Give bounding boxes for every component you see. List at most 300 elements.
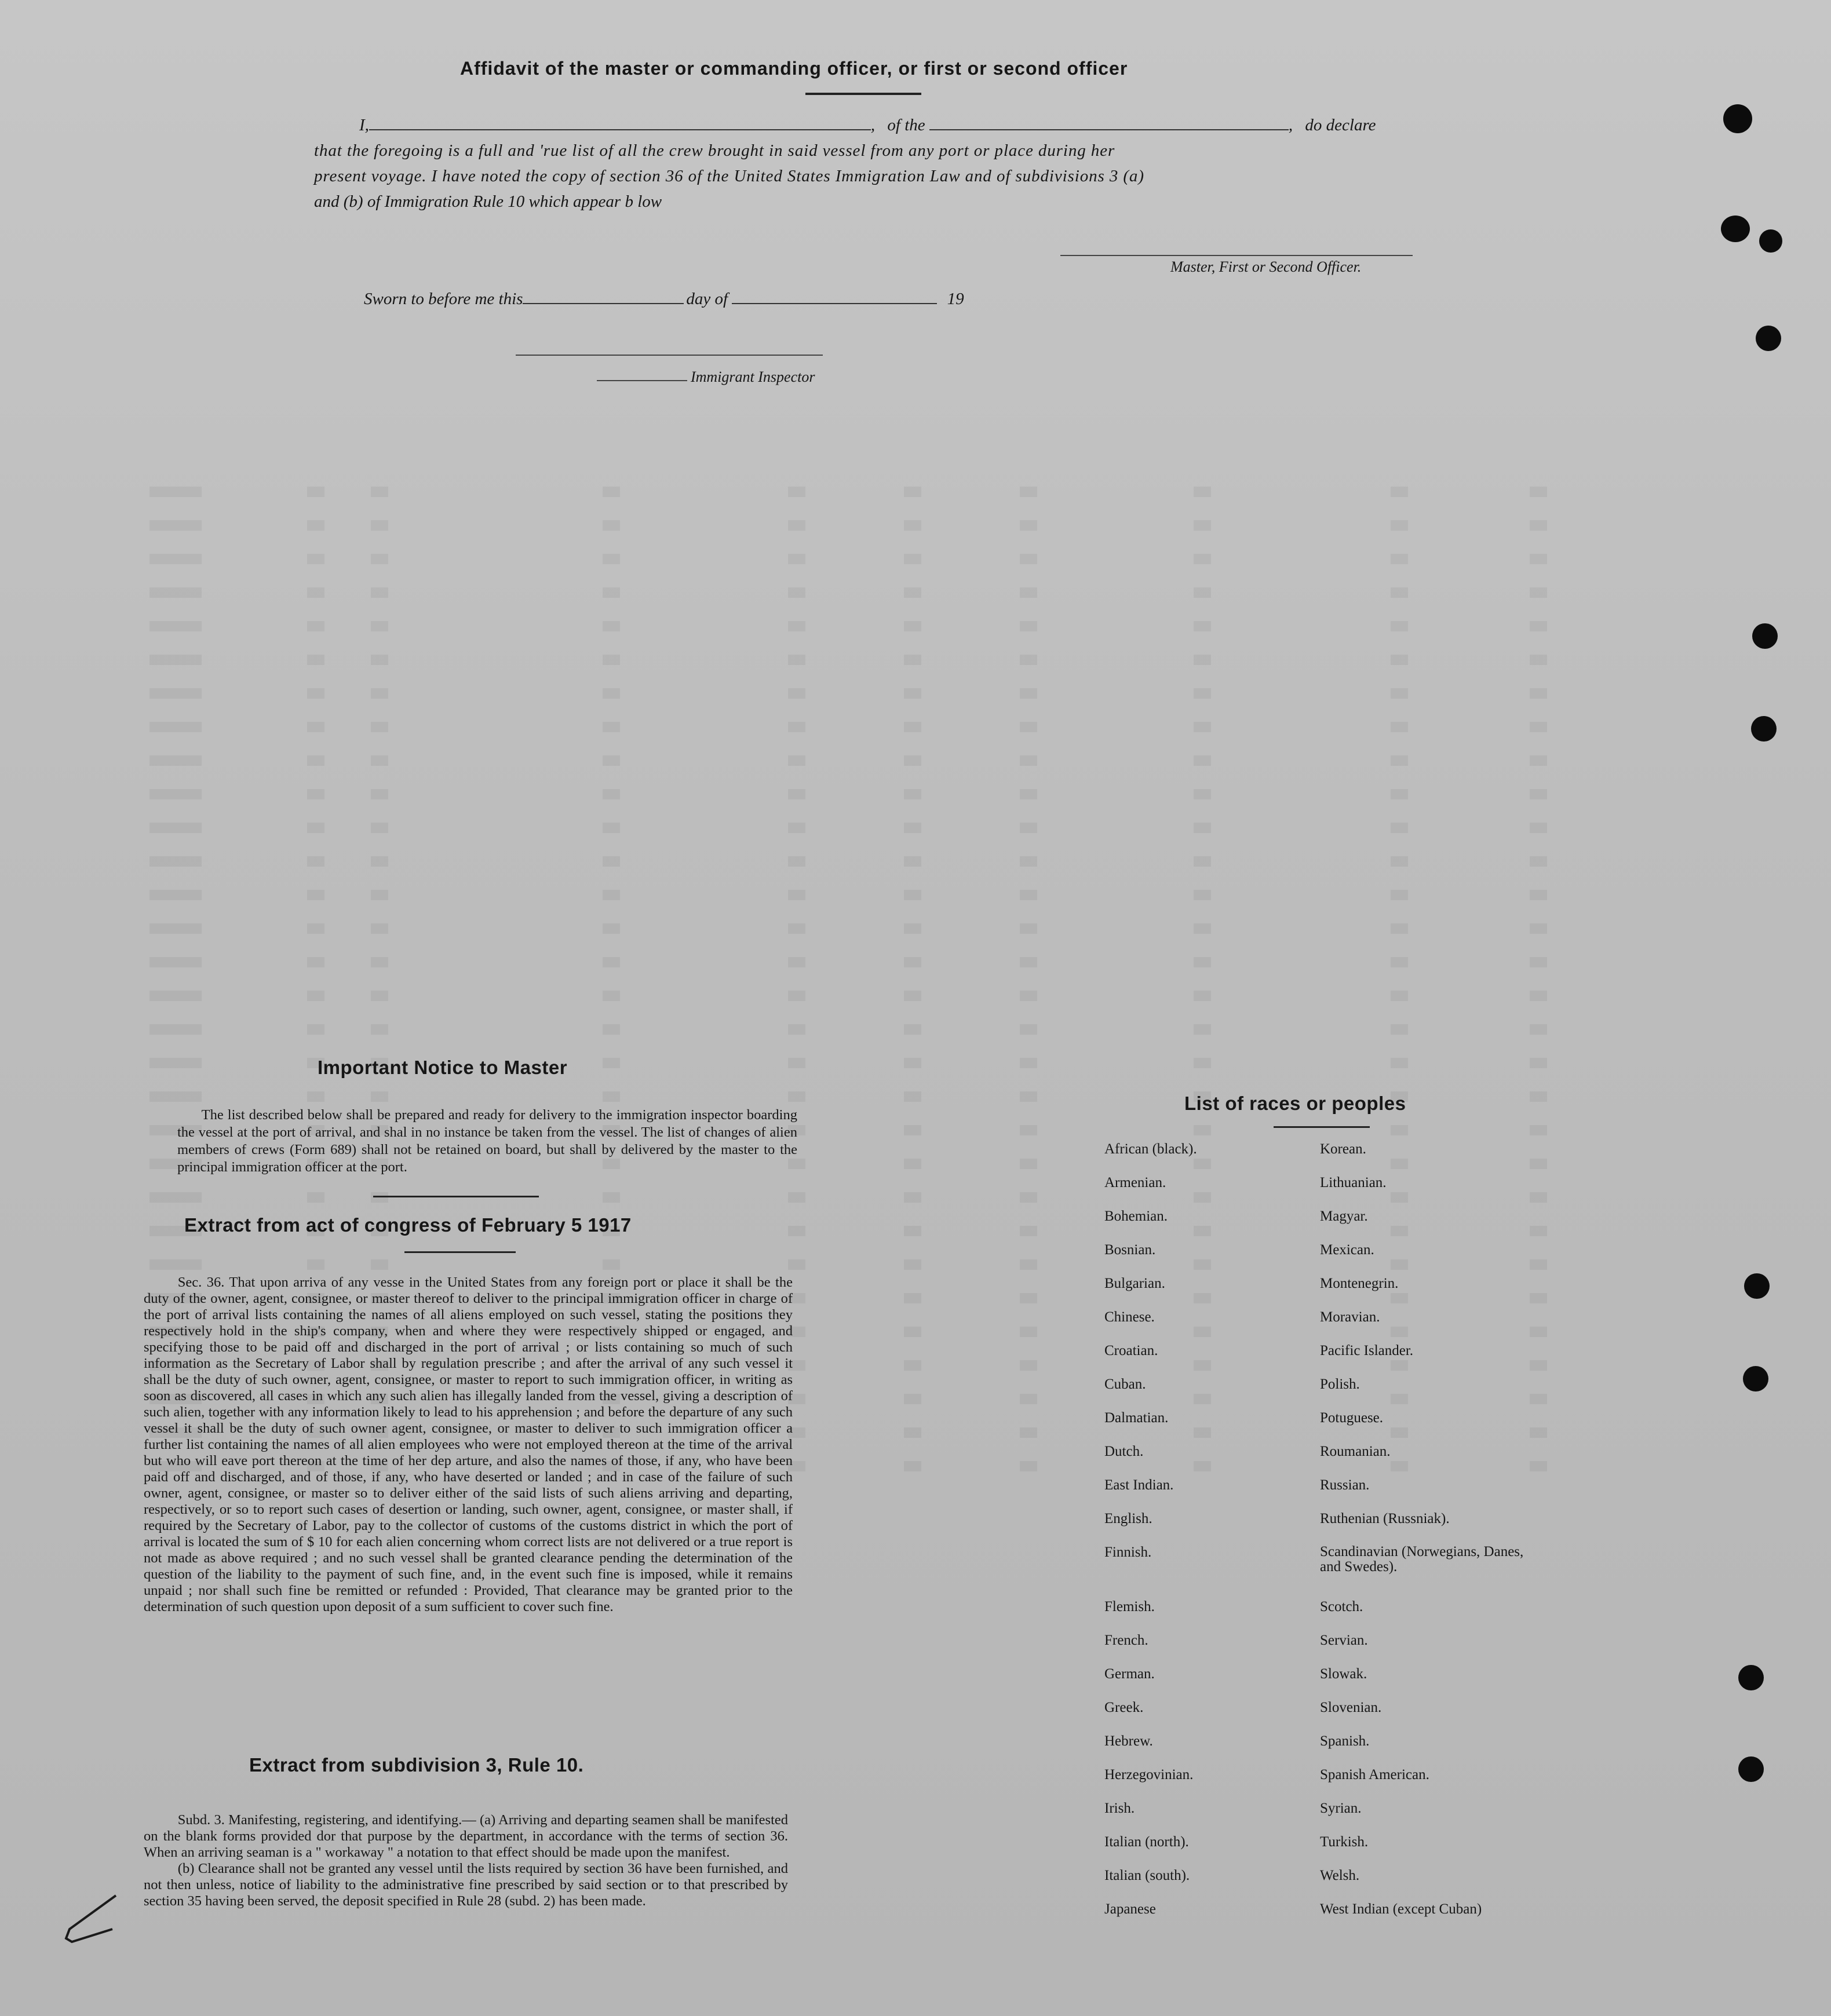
bleed-through-mark	[149, 487, 202, 497]
bleed-through-mark	[904, 1192, 921, 1203]
races-underline	[1274, 1126, 1370, 1128]
bleed-through-mark	[1530, 1024, 1547, 1035]
bleed-through-mark	[1194, 655, 1211, 665]
bleed-through-mark	[1020, 1159, 1037, 1169]
race-item: Montenegrin.	[1320, 1276, 1399, 1291]
bleed-through-mark	[1391, 655, 1408, 665]
race-item: Greek.	[1104, 1700, 1144, 1715]
notice-title: Important Notice to Master	[318, 1057, 568, 1078]
bleed-through-mark	[788, 1226, 805, 1236]
bleed-through-mark	[149, 1259, 202, 1270]
rule-para-a: Subd. 3. Manifesting, registering, and identifying.— (a) Arriving and departing seamen shall be manifested on the blank forms provided dor that purpose by the department, in accordance with the terms of section 36. When an arriving seaman is a " workaway " a notation to that effect should be made upon the manifest.	[144, 1812, 788, 1860]
bleed-through-mark	[1391, 722, 1408, 732]
bleed-through-mark	[1020, 1461, 1037, 1471]
bleed-through-mark	[149, 856, 202, 867]
bleed-through-mark	[149, 520, 202, 531]
sworn-label: Sworn to before me this	[364, 290, 523, 308]
bleed-through-mark	[1391, 789, 1408, 799]
bleed-through-mark	[788, 1058, 805, 1068]
bleed-through-mark	[788, 823, 805, 833]
bleed-through-mark	[1020, 554, 1037, 564]
bleed-through-mark	[788, 890, 805, 900]
bleed-through-mark	[1530, 755, 1547, 766]
bleed-through-mark	[1194, 487, 1211, 497]
bleed-through-mark	[371, 755, 388, 766]
race-item: Korean.	[1320, 1141, 1366, 1157]
rule-para-b: (b) Clearance shall not be granted any vessel until the lists required by section 36 have been furnished, and not then unless, notice of liability to the administrative fine prescribed by said section or to that prescribed by section 35 having been served, the deposit specified in Rule 28 (subd. 2) has been made.	[144, 1861, 788, 1909]
bleed-through-mark	[904, 520, 921, 531]
bleed-through-mark	[788, 1259, 805, 1270]
bleed-through-mark	[1530, 957, 1547, 967]
bleed-through-mark	[603, 587, 620, 598]
bleed-through-mark	[1530, 923, 1547, 934]
bleed-through-mark	[307, 1091, 324, 1102]
bleed-through-mark	[371, 520, 388, 531]
bleed-through-mark	[904, 1226, 921, 1236]
bleed-through-mark	[1020, 923, 1037, 934]
bleed-through-mark	[1530, 520, 1547, 531]
race-item: French.	[1104, 1632, 1148, 1648]
bleed-through-mark	[1194, 554, 1211, 564]
extract-act-title: Extract from act of congress of February 5 1917	[184, 1214, 632, 1236]
race-item: Moravian.	[1320, 1309, 1380, 1325]
bleed-through-mark	[307, 655, 324, 665]
bleed-through-mark	[788, 621, 805, 631]
bleed-through-mark	[1530, 655, 1547, 665]
extract-rule-body	[144, 1812, 788, 1909]
race-item: Scandinavian (Norwegians, Danes, and Swedes).	[1320, 1544, 1524, 1575]
bleed-through-mark	[1194, 587, 1211, 598]
bleed-through-mark	[307, 991, 324, 1001]
bleed-through-mark	[1020, 520, 1037, 531]
bleed-through-mark	[904, 487, 921, 497]
bleed-through-mark	[1391, 587, 1408, 598]
bleed-through-mark	[603, 789, 620, 799]
bleed-through-mark	[149, 1058, 202, 1068]
race-item: Lithuanian.	[1320, 1175, 1387, 1190]
bleed-through-mark	[371, 1259, 388, 1270]
notice-body	[177, 1106, 797, 1176]
bleed-through-mark	[1020, 957, 1037, 967]
race-item: Mexican.	[1320, 1242, 1374, 1258]
affidavit-i: I,	[359, 116, 369, 134]
bleed-through-mark	[1020, 1024, 1037, 1035]
vessel-field[interactable]	[929, 129, 1289, 130]
bleed-through-mark	[307, 554, 324, 564]
race-item: Turkish.	[1320, 1834, 1369, 1850]
binder-hole	[1738, 1756, 1764, 1782]
binder-hole	[1723, 104, 1752, 133]
bleed-through-mark	[1391, 1058, 1408, 1068]
bleed-through-mark	[904, 755, 921, 766]
bleed-through-mark	[1020, 1360, 1037, 1371]
year-label: 19	[947, 290, 964, 308]
bleed-through-mark	[1020, 621, 1037, 631]
race-item: Finnish.	[1104, 1544, 1152, 1560]
bleed-through-mark	[788, 1091, 805, 1102]
bleed-through-mark	[904, 587, 921, 598]
bleed-through-mark	[904, 1091, 921, 1102]
bleed-through-mark	[307, 688, 324, 699]
bleed-through-mark	[371, 823, 388, 833]
extract-rule-title: Extract from subdivision 3, Rule 10.	[249, 1754, 584, 1776]
bleed-through-mark	[371, 991, 388, 1001]
race-item: Japanese	[1104, 1901, 1156, 1917]
bleed-through-mark	[1530, 1091, 1547, 1102]
bleed-through-mark	[149, 722, 202, 732]
bleed-through-mark	[603, 688, 620, 699]
notice-divider	[373, 1196, 539, 1197]
bleed-through-mark	[904, 1360, 921, 1371]
bleed-through-mark	[149, 957, 202, 967]
bleed-through-mark	[1020, 890, 1037, 900]
bleed-through-mark	[1020, 722, 1037, 732]
affidavit-line1: that the foregoing is a full and 'rue list of all the crew brought in said vessel from any port or place during her	[314, 141, 1115, 160]
race-item: Magyar.	[1320, 1208, 1368, 1224]
bleed-through-mark	[1391, 1125, 1408, 1135]
bleed-through-mark	[371, 621, 388, 631]
bleed-through-mark	[149, 1192, 202, 1203]
bleed-through-mark	[1530, 722, 1547, 732]
signature-caption: Master, First or Second Officer.	[1170, 258, 1362, 275]
race-item: Bulgarian.	[1104, 1276, 1165, 1291]
bleed-through-mark	[1530, 487, 1547, 497]
pencil-mark	[52, 1889, 122, 1952]
bleed-through-mark	[904, 655, 921, 665]
bleed-through-mark	[1194, 890, 1211, 900]
bleed-through-mark	[1020, 1394, 1037, 1404]
bleed-through-mark	[1391, 823, 1408, 833]
bleed-through-mark	[904, 722, 921, 732]
race-item: Flemish.	[1104, 1599, 1155, 1615]
bleed-through-mark	[149, 890, 202, 900]
bleed-through-mark	[1020, 789, 1037, 799]
bleed-through-mark	[1020, 655, 1037, 665]
bleed-through-mark	[307, 957, 324, 967]
bleed-through-mark	[1391, 991, 1408, 1001]
bleed-through-mark	[1530, 991, 1547, 1001]
race-item: Dutch.	[1104, 1444, 1144, 1459]
bleed-through-mark	[788, 923, 805, 934]
binder-hole	[1721, 216, 1750, 242]
bleed-through-mark	[307, 1192, 324, 1203]
bleed-through-mark	[603, 554, 620, 564]
bleed-through-mark	[371, 554, 388, 564]
bleed-through-mark	[603, 1058, 620, 1068]
bleed-through-mark	[1020, 755, 1037, 766]
bleed-through-mark	[1391, 487, 1408, 497]
race-item: Hebrew.	[1104, 1733, 1153, 1749]
bleed-through-mark	[307, 1024, 324, 1035]
race-item: Potuguese.	[1320, 1410, 1384, 1426]
bleed-through-mark	[307, 923, 324, 934]
extract-act-underline	[404, 1251, 516, 1253]
bleed-through-mark	[1530, 554, 1547, 564]
bleed-through-mark	[1194, 957, 1211, 967]
bleed-through-mark	[904, 957, 921, 967]
bleed-through-mark	[371, 789, 388, 799]
bleed-through-mark	[904, 554, 921, 564]
bleed-through-mark	[788, 722, 805, 732]
bleed-through-mark	[904, 1058, 921, 1068]
race-item: Roumanian.	[1320, 1444, 1391, 1459]
bleed-through-mark	[1020, 1226, 1037, 1236]
bleed-through-mark	[1020, 1125, 1037, 1135]
bleed-through-mark	[1020, 991, 1037, 1001]
bleed-through-mark	[307, 487, 324, 497]
bleed-through-mark	[307, 722, 324, 732]
bleed-through-mark	[603, 991, 620, 1001]
affidavit-line2: present voyage. I have noted the copy of section 36 of the United States Immigration Law and of subdivisions 3 (a)	[314, 167, 1144, 185]
bleed-through-mark	[788, 1192, 805, 1203]
bleed-through-mark	[1530, 1125, 1547, 1135]
bleed-through-mark	[1530, 856, 1547, 867]
binder-hole	[1738, 1665, 1764, 1690]
bleed-through-mark	[371, 655, 388, 665]
bleed-through-mark	[1530, 1058, 1547, 1068]
race-item: Italian (north).	[1104, 1834, 1189, 1850]
bleed-through-mark	[371, 856, 388, 867]
bleed-through-mark	[788, 957, 805, 967]
race-item: Servian.	[1320, 1632, 1368, 1648]
bleed-through-mark	[603, 856, 620, 867]
bleed-through-mark	[149, 655, 202, 665]
bleed-through-mark	[1194, 823, 1211, 833]
bleed-through-mark	[371, 722, 388, 732]
bleed-through-mark	[1391, 923, 1408, 934]
bleed-through-mark	[307, 823, 324, 833]
bleed-through-mark	[788, 655, 805, 665]
affidavit-title: Affidavit of the master or commanding officer, or first or second officer	[460, 58, 1128, 79]
bleed-through-mark	[1391, 755, 1408, 766]
bleed-through-mark	[603, 621, 620, 631]
bleed-through-mark	[149, 688, 202, 699]
binder-hole	[1752, 623, 1778, 649]
bleed-through-mark	[371, 487, 388, 497]
bleed-through-mark	[1194, 722, 1211, 732]
bleed-through-mark	[904, 890, 921, 900]
race-item: Spanish.	[1320, 1733, 1370, 1749]
bleed-through-mark	[788, 1024, 805, 1035]
bleed-through-mark	[603, 1024, 620, 1035]
race-item: Russian.	[1320, 1477, 1370, 1493]
race-item: East Indian.	[1104, 1477, 1174, 1493]
races-title: List of races or peoples	[1184, 1093, 1406, 1114]
bleed-through-mark	[1020, 1192, 1037, 1203]
day-of-label: day of	[686, 290, 728, 308]
bleed-through-mark	[1530, 823, 1547, 833]
bleed-through-mark	[904, 1394, 921, 1404]
bleed-through-mark	[307, 789, 324, 799]
affidavit-of-the: of the	[887, 116, 925, 134]
bleed-through-mark	[1391, 856, 1408, 867]
bleed-through-mark	[904, 823, 921, 833]
bleed-through-mark	[149, 587, 202, 598]
bleed-through-mark	[603, 1192, 620, 1203]
bleed-through-mark	[788, 554, 805, 564]
bleed-through-mark	[1194, 923, 1211, 934]
bleed-through-mark	[788, 520, 805, 531]
bleed-through-mark	[307, 890, 324, 900]
binder-hole	[1751, 716, 1777, 742]
race-item: German.	[1104, 1666, 1155, 1682]
signature-line[interactable]	[1060, 255, 1413, 256]
bleed-through-mark	[1530, 621, 1547, 631]
bleed-through-mark	[904, 1259, 921, 1270]
race-item: Spanish American.	[1320, 1767, 1429, 1783]
bleed-through-mark	[904, 1125, 921, 1135]
bleed-through-mark	[603, 755, 620, 766]
race-item: Italian (south).	[1104, 1868, 1190, 1883]
title-underline	[805, 93, 921, 95]
bleed-through-mark	[788, 789, 805, 799]
binder-hole	[1744, 1273, 1770, 1299]
race-item: Dalmatian.	[1104, 1410, 1169, 1426]
bleed-through-mark	[1020, 856, 1037, 867]
binder-hole	[1756, 326, 1781, 351]
bleed-through-mark	[603, 722, 620, 732]
bleed-through-mark	[904, 621, 921, 631]
bleed-through-mark	[1194, 1125, 1211, 1135]
bleed-through-mark	[1194, 621, 1211, 631]
race-item: Herzegovinian.	[1104, 1767, 1194, 1783]
bleed-through-mark	[788, 991, 805, 1001]
sworn-day-field[interactable]	[523, 302, 684, 304]
bleed-through-mark	[603, 923, 620, 934]
bleed-through-mark	[1020, 1327, 1037, 1337]
bleed-through-mark	[149, 1024, 202, 1035]
bleed-through-mark	[603, 1091, 620, 1102]
inspector-caption: Immigrant Inspector	[691, 368, 815, 385]
race-item: West Indian (except Cuban)	[1320, 1901, 1482, 1917]
bleed-through-mark	[149, 923, 202, 934]
affidavit-do-declare: do declare	[1305, 116, 1376, 134]
bleed-through-mark	[307, 520, 324, 531]
bleed-through-mark	[1020, 823, 1037, 833]
bleed-through-mark	[904, 1427, 921, 1438]
bleed-through-mark	[371, 587, 388, 598]
bleed-through-mark	[1194, 755, 1211, 766]
bleed-through-mark	[371, 890, 388, 900]
race-item: Chinese.	[1104, 1309, 1155, 1325]
inspector-caption-line	[597, 380, 687, 381]
bleed-through-mark	[1391, 1024, 1408, 1035]
bleed-through-mark	[1391, 688, 1408, 699]
bleed-through-mark	[1391, 621, 1408, 631]
bleed-through-mark	[307, 621, 324, 631]
sworn-line	[364, 290, 964, 309]
bleed-through-mark	[788, 487, 805, 497]
bleed-through-mark	[371, 1091, 388, 1102]
bleed-through-mark	[904, 1293, 921, 1303]
race-item: Polish.	[1320, 1376, 1360, 1392]
bleed-through-mark	[1194, 688, 1211, 699]
race-item: African (black).	[1104, 1141, 1197, 1157]
bleed-through-mark	[788, 755, 805, 766]
extract-act-body	[144, 1274, 793, 1615]
binder-hole	[1759, 229, 1782, 253]
race-item: Welsh.	[1320, 1868, 1360, 1883]
bleed-through-mark	[603, 1259, 620, 1270]
bleed-through-mark	[1020, 1091, 1037, 1102]
sworn-month-field[interactable]	[732, 302, 937, 304]
notice-text: The list described below shall be prepared and ready for delivery to the immigration inspector boarding the vessel at the port of arrival, and shal in no instance be taken from the vessel. The list of changes of alien members of crews (Form 689) shall not be retained on board, but shall by delivered by the master to the principal immigration officer at the port.	[177, 1107, 797, 1175]
bleed-through-mark	[371, 1192, 388, 1203]
bleed-through-mark	[1530, 587, 1547, 598]
bleed-through-mark	[603, 655, 620, 665]
sec-36-text: Sec. 36. That upon arriva of any vesse in the United States from any foreign port or place it shall be the duty of the owner, agent, consignee, or master thereof to deliver to the principal immigration officer in charge of the port of arrival lists containing the names of all aliens employed on such vessel, stating the positions they respectively hold in the ship's company, when and where they were respectively shipped or engaged, and specifying those to be paid off and discharged in the port of arrival ; or lists containing so much of such information as the Secretary of Labor shall by regulation prescribe ; and after the arrival of any such vessel it shall be the duty of such owner, agent, consignee, or master to report to such immigration officer, in writing as soon as discovered, all cases in which any such alien has illegally landed from the vessel, giving a description of such alien, together with any information likely to lead to his apprehension ; and before the departure of any such vessel it shall be the duty of such owner agent, consignee, or master to deliver to such immigration officer a further list containing the names of all alien employees who were not employed thereon at the time of the arrival but who will eave port thereon at the time of her dep arture, and also the names of those, if any, who have been paid off and discharged, and of those, if any, who have deserted or landed ; and in case of the failure of such owner, agent, consignee, or master so to deliver either of the said lists of such aliens arriving and departing, respectively, or so to report such cases of desertion or landing, such owner, agent, consignee, or master shall, if required by the Secretary of Labor, pay to the collector of customs of the customs district in which the port of arrival is located the sum of $ 10 for each alien concerning whom correct lists are not delivered or a true report is not made as above required ; and no such vessel shall be granted clearance pending the determination of the question of the liability to the payment of such fine, and, in the event such fine is imposed, while it remains unpaid ; nor shall such fine be remitted or refunded : Provided, That clearance may be granted prior to the determination of such question upon deposit of a sum sufficient to cover such fine.	[144, 1274, 793, 1615]
bleed-through-mark	[904, 1327, 921, 1337]
race-item: Croatian.	[1104, 1343, 1158, 1358]
bleed-through-mark	[307, 856, 324, 867]
affidavit-line0: I, , of the , do declare	[359, 116, 1376, 134]
bleed-through-mark	[149, 823, 202, 833]
race-item: Pacific Islander.	[1320, 1343, 1414, 1358]
bleed-through-mark	[307, 587, 324, 598]
bleed-through-mark	[1391, 890, 1408, 900]
bleed-through-mark	[149, 554, 202, 564]
bleed-through-mark	[904, 1024, 921, 1035]
bleed-through-mark	[1194, 1058, 1211, 1068]
bleed-through-mark	[1391, 554, 1408, 564]
bleed-through-mark	[1530, 789, 1547, 799]
bleed-through-mark	[307, 755, 324, 766]
bleed-through-mark	[371, 957, 388, 967]
bleed-through-mark	[1194, 856, 1211, 867]
bleed-through-mark	[1020, 587, 1037, 598]
bleed-through-mark	[788, 856, 805, 867]
bleed-through-mark	[307, 1259, 324, 1270]
bleed-through-mark	[1194, 789, 1211, 799]
bleed-through-mark	[603, 823, 620, 833]
race-item: Bosnian.	[1104, 1242, 1156, 1258]
bleed-through-mark	[603, 487, 620, 497]
bleed-through-mark	[1020, 487, 1037, 497]
bleed-through-mark	[904, 789, 921, 799]
bleed-through-mark	[1020, 1058, 1037, 1068]
bleed-through-mark	[1530, 688, 1547, 699]
race-item: Ruthenian (Russniak).	[1320, 1511, 1450, 1526]
bleed-through-mark	[371, 1024, 388, 1035]
bleed-through-mark	[1194, 991, 1211, 1001]
bleed-through-mark	[904, 991, 921, 1001]
bleed-through-mark	[1194, 520, 1211, 531]
bleed-through-mark	[603, 957, 620, 967]
bleed-through-mark	[904, 923, 921, 934]
race-item: Cuban.	[1104, 1376, 1146, 1392]
bleed-through-mark	[149, 621, 202, 631]
bleed-through-mark	[904, 688, 921, 699]
bleed-through-mark	[788, 688, 805, 699]
bleed-through-mark	[1020, 688, 1037, 699]
race-item: Bohemian.	[1104, 1208, 1168, 1224]
bleed-through-mark	[1391, 957, 1408, 967]
bleed-through-mark	[371, 688, 388, 699]
name-field[interactable]	[369, 129, 871, 130]
inspector-signature-line[interactable]	[516, 355, 823, 356]
race-item: Slowak.	[1320, 1666, 1367, 1682]
bleed-through-mark	[603, 890, 620, 900]
bleed-through-mark	[149, 1091, 202, 1102]
binder-hole	[1743, 1366, 1768, 1392]
race-item: Slovenian.	[1320, 1700, 1382, 1715]
bleed-through-mark	[149, 789, 202, 799]
bleed-through-mark	[904, 1159, 921, 1169]
race-item: Scotch.	[1320, 1599, 1363, 1615]
bleed-through-mark	[603, 520, 620, 531]
bleed-through-mark	[149, 991, 202, 1001]
bleed-through-mark	[1020, 1259, 1037, 1270]
